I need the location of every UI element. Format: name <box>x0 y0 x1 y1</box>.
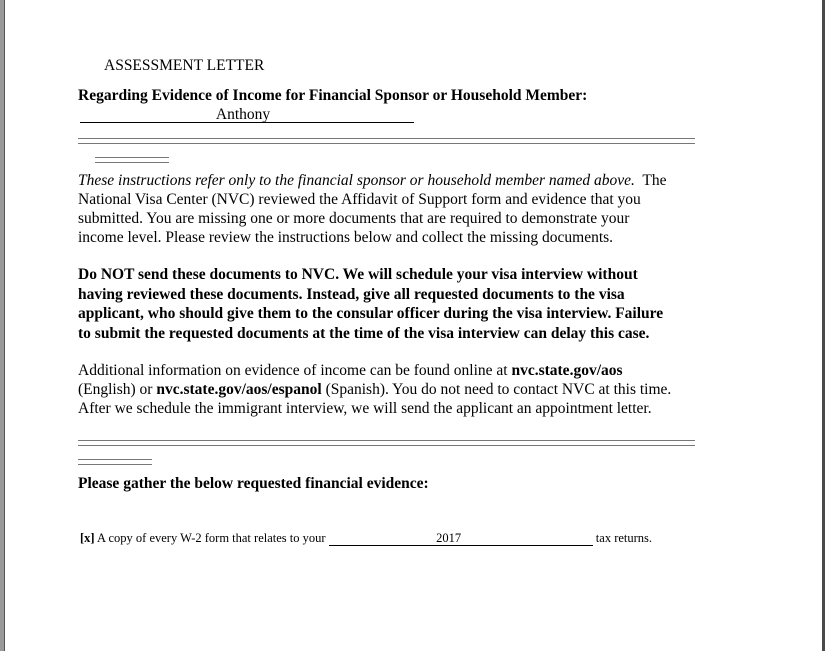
requirement-year-field <box>329 532 593 546</box>
warning-line-2: having reviewed these documents. Instead, give all requested documents to the visa <box>78 285 625 303</box>
info-line-3: After we schedule the immigrant interview, we will send the applicant an appointment letter. <box>78 400 652 417</box>
aos-espanol-link[interactable]: nvc.state.gov/aos/espanol <box>156 381 322 398</box>
requirement-text-after: tax returns. <box>595 531 653 545</box>
warning-paragraph <box>78 265 708 343</box>
sponsor-name-field <box>80 106 414 123</box>
requirement-year: 2017 <box>436 531 462 545</box>
requirement-item <box>80 531 652 546</box>
document-page <box>4 0 823 651</box>
requirement-checkbox: [x] <box>80 531 95 545</box>
gather-heading: Please gather the below requested financial evidence: <box>78 475 429 492</box>
sponsor-name: Anthony <box>215 106 271 123</box>
separator-rule-tail <box>95 157 169 163</box>
separator-rule <box>78 138 695 144</box>
info-line-1-text: Additional information on evidence of income can be found online at <box>78 362 508 379</box>
instructions-line-4: income level. Please review the instructions below and collect the missing documents. <box>78 229 614 246</box>
separator-rule-2-tail <box>78 459 152 465</box>
instructions-paragraph <box>78 171 708 247</box>
instructions-line-3: submitted. You are missing one or more documents that are required to demonstrate your <box>78 210 630 227</box>
separator-rule-2 <box>78 440 695 446</box>
instructions-line-2: National Visa Center (NVC) reviewed the Affidavit of Support form and evidence that you <box>78 191 641 208</box>
warning-line-1: Do NOT send these documents to NVC. We will schedule your visa interview without <box>78 266 638 283</box>
info-line-2-a: (English) or <box>78 381 153 398</box>
instructions-line-1-rest: The <box>642 172 667 189</box>
instructions-italic-lead: These instructions refer only to the financial sponsor or household member named above. <box>78 172 635 189</box>
letter-title: ASSESSMENT LETTER <box>104 57 265 74</box>
info-line-2-b: (Spanish). You do not need to contact NVC at this time. <box>325 381 672 398</box>
letter-subtitle: Regarding Evidence of Income for Financial Sponsor or Household Member: <box>78 87 588 104</box>
warning-line-3: applicant, who should give them to the consular officer during the visa interview. Failure <box>78 305 664 322</box>
aos-link[interactable]: nvc.state.gov/aos <box>511 362 623 379</box>
requirement-text-before: A copy of every W-2 form that relates to your <box>97 531 326 545</box>
warning-line-4: to submit the requested documents at the time of the visa interview can delay this case. <box>78 324 650 342</box>
additional-info-paragraph <box>78 361 708 418</box>
